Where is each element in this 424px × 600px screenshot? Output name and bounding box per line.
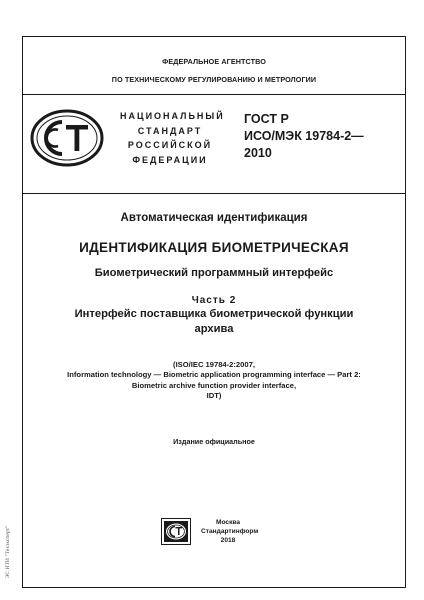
iso-reference-line: IDT) [206,391,222,401]
part-title-line: архива [194,323,234,335]
official-edition-label: Издание официальное [173,437,255,446]
iso-reference-line: Information technology — Biometric application programming interface — Part 2: [67,370,361,380]
agency-name: ФЕДЕРАЛЬНОЕ АГЕНТСТВО [162,57,266,66]
header-bottom-divider [22,193,406,194]
vertical-side-note [3,512,13,592]
standard-label-line: СТАНДАРТ [137,125,203,136]
publisher-city: Москва [215,519,241,526]
part-number: Часть 2 [191,295,237,306]
standard-label-line: РОССИЙСКОЙ [127,140,213,150]
standard-designation [244,111,394,162]
title-main: ИДЕНТИФИКАЦИЯ БИОМЕТРИЧЕСКАЯ [79,240,349,255]
publication-year: 2018 [220,537,236,544]
national-standard-label [120,109,225,167]
part-title-line: Интерфейс поставщика биометрической функции [74,308,354,320]
iso-reference-line: (ISO/IEC 19784-2:2007, [173,360,255,369]
agency-subtitle: ПО ТЕХНИЧЕСКОМУ РЕГУЛИРОВАНИЮ И МЕТРОЛОГИИ [111,75,317,84]
standard-label-line: ФЕДЕРАЦИИ [132,154,208,165]
designation-line: ИСО/МЭК 19784-2— [244,129,364,143]
designation-line: ГОСТ Р [244,112,289,126]
title-line-1: Автоматическая идентификация [120,212,308,224]
publisher-name: Стандартинформ [201,528,259,535]
standartinform-logo-icon [161,518,191,545]
publisher-info [201,518,259,545]
header-divider [22,94,406,95]
standard-label-line: НАЦИОНАЛЬНЫЙ [120,111,225,121]
side-note-text: ЭС НТИ "Техэксперт" [5,525,11,579]
iso-reference-line: Biometric archive function provider interface, [131,380,297,390]
part-title [22,307,406,337]
title-subtitle: Биометрический программный интерфейс [94,267,334,279]
designation-line: 2010 [244,146,272,160]
iso-reference [22,360,406,402]
rst-certification-emblem-icon [30,108,104,168]
